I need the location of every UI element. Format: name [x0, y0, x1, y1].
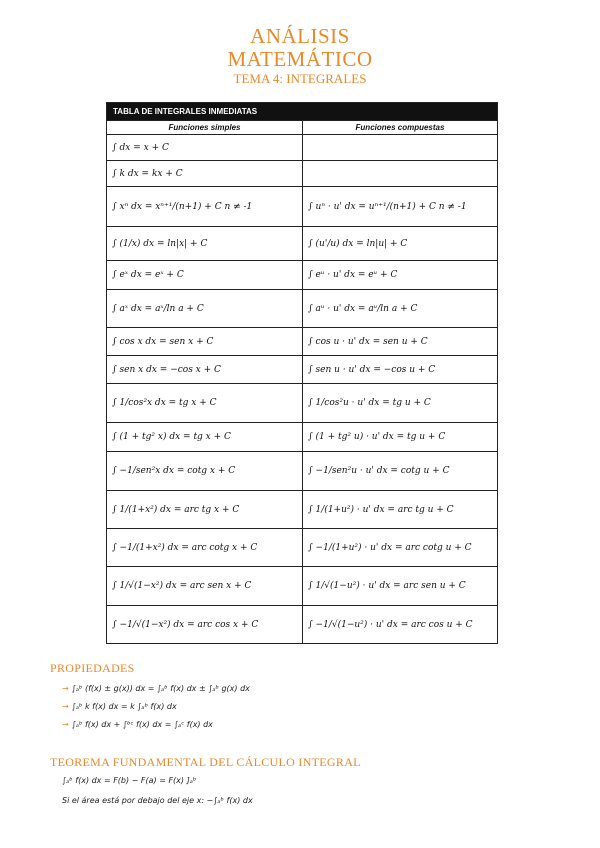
table-row	[107, 260, 497, 289]
table-row	[107, 528, 497, 566]
formula-simple: ∫ −1/√(1−x²) dx = arc cos x + C	[112, 619, 259, 630]
formula-compound: ∫ −1/(1+u²) · u' dx = arc cotg u + C	[302, 529, 497, 566]
formula-simple: ∫ sen x dx = −cos x + C	[112, 364, 221, 375]
table-row	[107, 383, 497, 422]
formula-compound: ∫ −1/sen²u · u' dx = cotg u + C	[302, 452, 497, 490]
formula-compound: ∫ 1/cos²u · u' dx = tg u + C	[302, 384, 497, 422]
title-line-2: MATEMÁTICO	[227, 47, 373, 71]
property-item	[62, 720, 213, 729]
formula-simple: ∫ aˣ dx = aˣ/ln a + C	[112, 303, 204, 314]
column-header-compound: Funciones compuestas	[302, 121, 497, 134]
theorem-note: Si el área está por debajo del eje x: −∫ₐᵇ f(x) dx	[62, 796, 253, 805]
table-row	[107, 605, 497, 643]
table-row	[107, 451, 497, 490]
title-line-1: ANÁLISIS	[250, 24, 350, 48]
formula-compound: ∫ (u'/u) dx = ln|u| + C	[302, 227, 497, 260]
formula-simple: ∫ 1/√(1−x²) dx = arc sen x + C	[112, 581, 252, 591]
arrow-right-icon: →	[62, 720, 69, 729]
formula-simple: ∫ dx = x + C	[112, 142, 169, 153]
table-row	[107, 160, 497, 186]
subtitle: TEMA 4: INTEGRALES	[233, 71, 367, 86]
table-row	[107, 566, 497, 605]
arrow-right-icon: →	[62, 684, 69, 693]
formula-simple: ∫ (1/x) dx = ln|x| + C	[112, 238, 208, 249]
property-item	[62, 684, 250, 693]
formula-compound: ∫ (1 + tg² u) · u' dx = tg u + C	[302, 423, 497, 451]
table-row	[107, 327, 497, 355]
column-header-simple: Funciones simples	[168, 123, 241, 132]
formula-compound: ∫ −1/√(1−u²) · u' dx = arc cos u + C	[302, 606, 497, 643]
table-row	[107, 226, 497, 260]
property-item	[62, 702, 177, 711]
table-row	[107, 422, 497, 451]
theorem-heading: TEOREMA FUNDAMENTAL DEL CÁLCULO INTEGRAL	[50, 755, 361, 769]
table-row	[107, 490, 497, 528]
arrow-right-icon: →	[62, 702, 69, 711]
formula-compound: ∫ 1/(1+u²) · u' dx = arc tg u + C	[302, 491, 497, 528]
formula-compound	[302, 135, 497, 160]
formula-compound: ∫ uⁿ · u' dx = uⁿ⁺¹/(n+1) + C n ≠ -1	[302, 187, 497, 226]
formula-simple: ∫ −1/(1+x²) dx = arc cotg x + C	[112, 542, 258, 553]
formula-simple: ∫ cos x dx = sen x + C	[112, 336, 214, 347]
formula-simple: ∫ 1/(1+x²) dx = arc tg x + C	[112, 504, 240, 515]
property-text: ∫ₐᵇ (f(x) ± g(x)) dx = ∫ₐᵇ f(x) dx ± ∫ₐᵇ g(x) dx	[71, 684, 250, 693]
formula-compound: ∫ eᵘ · u' dx = eᵘ + C	[302, 261, 497, 289]
formula-compound: ∫ cos u · u' dx = sen u + C	[302, 328, 497, 355]
table-row	[107, 186, 497, 226]
formula-compound	[302, 161, 497, 186]
property-text: ∫ₐᵇ f(x) dx + ∫ᵇᶜ f(x) dx = ∫ₐᶜ f(x) dx	[71, 720, 213, 729]
table-title: TABLA DE INTEGRALES INMEDIATAS	[107, 103, 497, 120]
table-column-headers	[107, 120, 497, 134]
formula-compound: ∫ sen u · u' dx = −cos u + C	[302, 356, 497, 383]
properties-heading: PROPIEDADES	[50, 661, 135, 675]
formula-simple: ∫ k dx = kx + C	[112, 168, 183, 179]
formula-simple: ∫ xⁿ dx = xⁿ⁺¹/(n+1) + C n ≠ -1	[112, 201, 253, 212]
formula-compound: ∫ 1/√(1−u²) · u' dx = arc sen u + C	[302, 567, 497, 605]
table-row	[107, 355, 497, 383]
formula-simple: ∫ (1 + tg² x) dx = tg x + C	[112, 432, 231, 442]
formula-simple: ∫ −1/sen²x dx = cotg x + C	[112, 466, 236, 476]
integrals-table	[106, 102, 498, 644]
formula-compound: ∫ aᵘ · u' dx = aᵘ/ln a + C	[302, 290, 497, 327]
formula-simple: ∫ 1/cos²x dx = tg x + C	[112, 398, 217, 408]
formula-simple: ∫ eˣ dx = eˣ + C	[112, 270, 184, 280]
table-row	[107, 134, 497, 160]
theorem-formula: ∫ₐᵇ f(x) dx = F(b) − F(a) = F(x) ]ₐᵇ	[62, 776, 197, 785]
property-text: ∫ₐᵇ k f(x) dx = k ∫ₐᵇ f(x) dx	[71, 702, 177, 711]
table-row	[107, 289, 497, 327]
